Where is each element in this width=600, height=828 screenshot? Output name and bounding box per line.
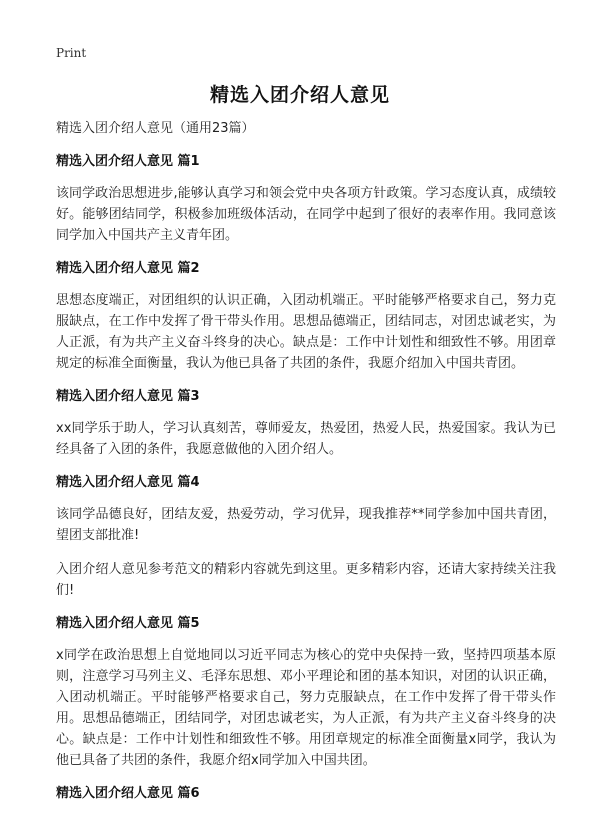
section-paragraph: xx同学乐于助人，学习认真刻苦，尊师爱友，热爱团，热爱人民，热爱国家。我认为已经具备了入团的条件，我愿意做他的入团介绍人。: [56, 421, 556, 457]
section-5: [56, 614, 556, 771]
document-subtitle: 精选入团介绍人意见（通用23篇）: [56, 121, 255, 136]
section-heading: 精选入团介绍人意见 篇4: [56, 475, 200, 490]
print-label: Print: [56, 46, 87, 60]
section-paragraph: 思想态度端正，对团组织的认识正确，入团动机端正。平时能够严格要求自己，努力克服缺点，在工作中发挥了骨干带头作用。思想品德端正，团结同志，对团忠诚老实，为人正派，有为共产主义奋斗终身的决心。缺点是：工作中计划性和细致性不够。用团章规定的标准全面衡量，我认为他已具备了共团的条件，我愿介绍加入中国共青团。: [56, 293, 556, 371]
section-3: [56, 387, 556, 460]
document-body: [56, 119, 556, 815]
section-heading: 精选入团介绍人意见 篇2: [56, 261, 200, 276]
section-paragraph: 该同学品德良好，团结友爱，热爱劳动，学习优异，现我推荐**同学参加中国共青团，望团支部批准!: [56, 507, 556, 543]
section-paragraph: 入团介绍人意见参考范文的精彩内容就先到这里。更多精彩内容，还请大家持续关注我们!: [56, 562, 556, 598]
page-title: 精选入团介绍人意见: [209, 84, 390, 106]
section-2: [56, 259, 556, 374]
section-6: [56, 784, 556, 804]
section-paragraph: 该同学政治思想进步,能够认真学习和领会党中央各项方针政策。学习态度认真，成绩较好。能够团结同学，积极参加班级体活动，在同学中起到了很好的表率作用。我同意该同学加入中国共产主义青年团。: [56, 186, 556, 243]
section-paragraph: x同学在政治思想上自觉地同以习近平同志为核心的党中央保持一致，坚持四项基本原则，注意学习马列主义、毛泽东思想、邓小平理论和团的基本知识，对团的认识正确，入团动机端正。平时能够严格要求自己，努力克服缺点，在工作中发挥了骨干带头作用。思想品德端正，团结同学，对团忠诚老实，为人正派，有为共产主义奋斗终身的决心。缺点是：工作中计划性和细致性不够。用团章规定的标准全面衡量x同学，我认为他已具备了共团的条件，我愿介绍x同学加入中国共团。: [56, 648, 556, 768]
section-1: [56, 152, 556, 246]
section-4: [56, 473, 556, 601]
section-heading: 精选入团介绍人意见 篇3: [56, 389, 200, 404]
section-heading: 精选入团介绍人意见 篇5: [56, 616, 200, 631]
section-heading: 精选入团介绍人意见 篇1: [56, 154, 200, 169]
section-heading: 精选入团介绍人意见 篇6: [56, 786, 200, 801]
